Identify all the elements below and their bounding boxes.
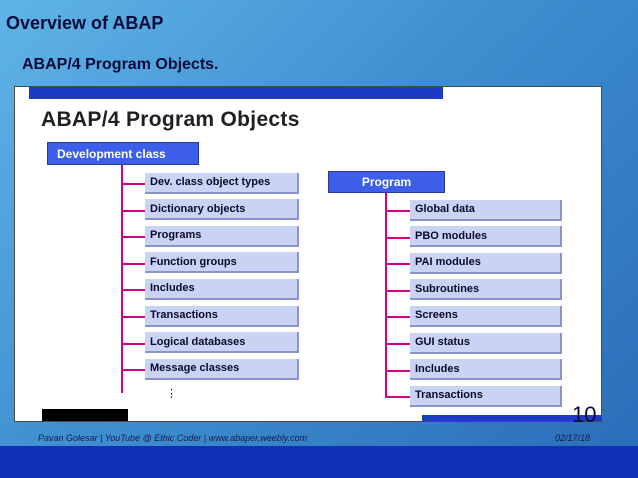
- panel-top-bar: [29, 87, 443, 99]
- development-class-connector-trunk: [121, 165, 123, 393]
- footer-credits: Pavan Golesar | YouTube @ Ethic Coder | www.abaper.weebly.com: [38, 433, 308, 443]
- development-class-connector-branch: [121, 236, 145, 238]
- program-connector-branch: [385, 290, 410, 292]
- program-item: PAI modules: [410, 253, 562, 274]
- program-connector-branch: [385, 370, 410, 372]
- development-class-item: Includes: [145, 279, 299, 300]
- development-class-item: Transactions: [145, 306, 299, 327]
- black-bar: [42, 409, 128, 422]
- program-connector-branch: [385, 343, 410, 345]
- development-class-item: Programs: [145, 226, 299, 247]
- development-class-connector-branch: [121, 316, 145, 318]
- development-class-header-label: Development class: [57, 146, 166, 161]
- slide-subtitle: ABAP/4 Program Objects.: [22, 56, 219, 73]
- development-class-connector-branch: [121, 183, 145, 185]
- program-item: GUI status: [410, 333, 562, 354]
- development-class-item: Message classes: [145, 359, 299, 380]
- footer-date: 02/17/18: [555, 433, 591, 443]
- diagram-panel: [14, 86, 602, 422]
- slide-title: Overview of ABAP: [6, 13, 164, 33]
- program-item: Includes: [410, 359, 562, 380]
- program-connector-branch: [385, 396, 410, 398]
- program-header: [328, 171, 445, 193]
- program-header-label: Program: [361, 175, 412, 189]
- program-item: PBO modules: [410, 226, 562, 247]
- development-class-item: Dev. class object types: [145, 173, 299, 194]
- development-class-header: [47, 142, 199, 165]
- development-class-connector-branch: [121, 369, 145, 371]
- development-class-connector-branch: [121, 343, 145, 345]
- development-class-connector-branch: [121, 263, 145, 265]
- program-item: Global data: [410, 200, 562, 221]
- bottom-band: [0, 446, 638, 478]
- development-class-item: Dictionary objects: [145, 199, 299, 220]
- diagram-title: ABAP/4 Program Objects: [41, 108, 300, 131]
- development-class-item: Logical databases: [145, 332, 299, 353]
- development-class-connector-branch: [121, 210, 145, 212]
- program-item: Subroutines: [410, 279, 562, 300]
- slide-number: 10: [572, 402, 597, 427]
- program-connector-branch: [385, 263, 410, 265]
- program-item: Screens: [410, 306, 562, 327]
- program-connector-branch: [385, 316, 410, 318]
- development-class-connector-branch: [121, 289, 145, 291]
- more-items-ellipsis: ⋮: [166, 388, 177, 400]
- program-connector-trunk: [385, 193, 387, 396]
- program-item: Transactions: [410, 386, 562, 407]
- program-connector-branch: [385, 237, 410, 239]
- development-class-item: Function groups: [145, 252, 299, 273]
- program-connector-branch: [385, 210, 410, 212]
